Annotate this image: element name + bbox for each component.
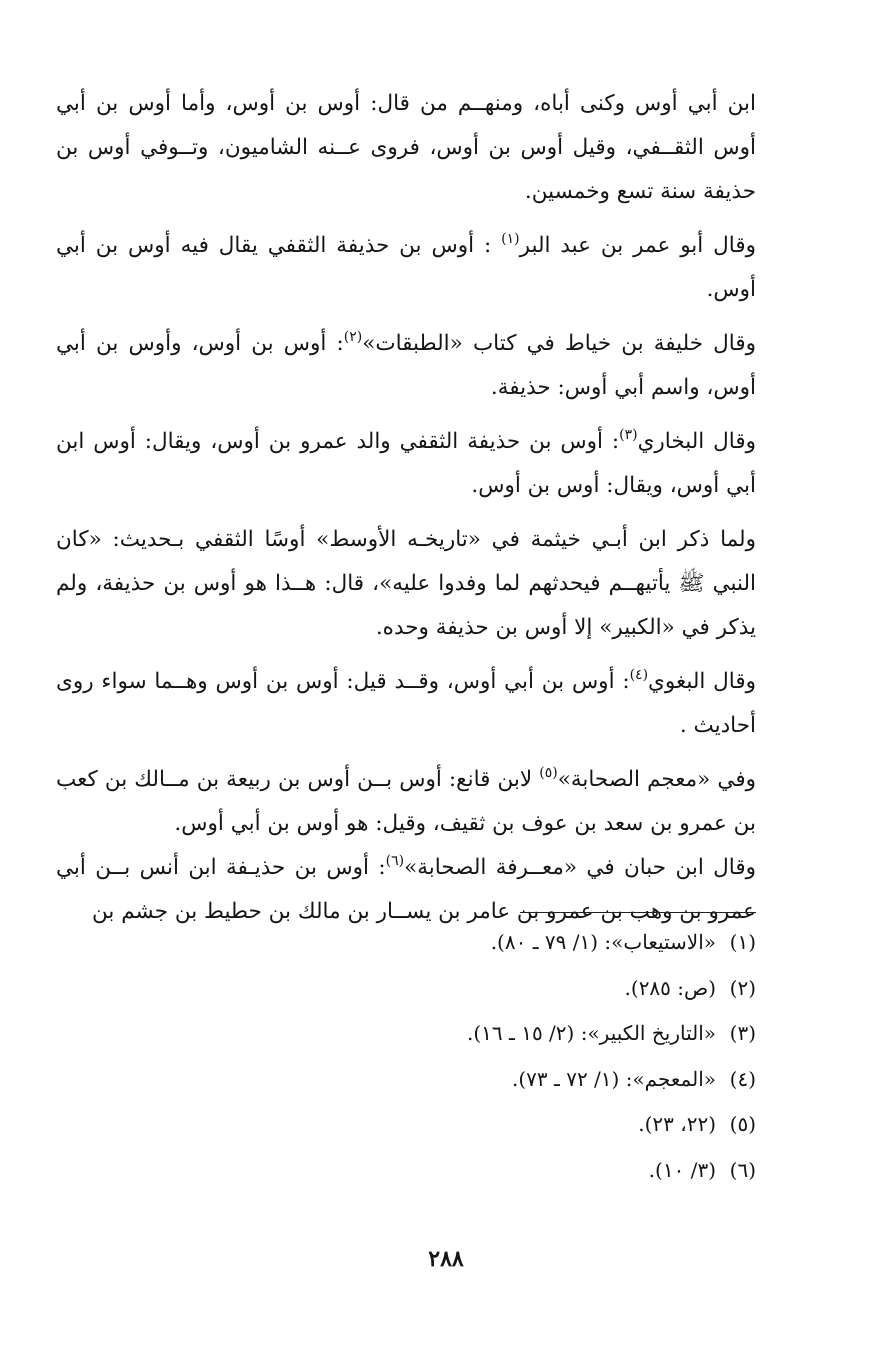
footnote-5	[136, 1102, 756, 1148]
paragraph-3: وقال خليفة بن خياط في كتاب «الطبقات»$^{(٢)}$: أوس بن أوس، وأوس بن أبي أوس، واسم أبي أوس: حذيفة.	[56, 329, 756, 400]
footnote-text: «التاريخ الكبير»: (٢/ ١٥ ـ ١٦).	[466, 1021, 716, 1046]
footnote-ref-5: (٥)	[539, 765, 558, 781]
paragraph-4: وقال البخاري$^{(٣)}$: أوس بن حذيفة الثقفي والد عمرو بن أوس، ويقال: أوس ابن أبي أوس، ويقال: أوس بن أوس.	[56, 427, 756, 498]
footnote-2	[136, 966, 756, 1012]
footnote-number: (١)	[729, 930, 756, 954]
main-text	[56, 82, 756, 934]
footnote-number: (٥)	[729, 1112, 756, 1137]
footnote-number: (٣)	[729, 1021, 756, 1046]
paragraph-1: ابن أبي أوس وكنى أباه، ومنهــم من قال: أوس بن أوس، وأما أوس بن أبي أوس الثقــفي، وقيل أوس بن أوس، فروى عــنه الشاميون، وتــوفي أوس بن حذيفة سنة تسع وخمسين.	[56, 91, 756, 204]
footnote-number: (٢)	[729, 975, 756, 1000]
paragraph-6: وقال البغوي$^{(٤)}$: أوس بن أبي أوس، وقــد قيل: أوس بن أوس وهــما سواء روى أحاديث .	[56, 667, 756, 738]
footnote-6	[136, 1148, 756, 1194]
paragraph-8: وقال ابن حبان في «معــرفة الصحابة»$^{(٦)}$: أوس بن حذيـفة ابن أنس بــن أبي عمرو بن وهب بن عمرو بن عامر بن يســار بن مالك بن حطيط بن جشم بن	[56, 853, 756, 924]
footnote-ref-3: (٣)	[619, 427, 638, 443]
footnote-number: (٤)	[729, 1066, 756, 1091]
footnote-ref-1: (١)	[501, 231, 520, 247]
footnote-text: «الاستيعاب»: (١/ ٧٩ ـ ٨٠).	[490, 930, 716, 954]
footnote-text: «المعجم»: (١/ ٧٢ ـ ٧٣).	[511, 1066, 716, 1091]
footnotes	[136, 920, 756, 1194]
footnote-1	[136, 920, 756, 966]
footnote-divider	[520, 912, 756, 913]
footnote-text: (٣/ ١٠).	[648, 1157, 716, 1182]
paragraph-7: وفي «معجم الصحابة»$^{(٥)}$ لابن قانع: أوس بــن أوس بن ربيعة بن مــالك بن كعب بن عمرو بن سعد بن عوف بن ثقيف، وقيل: هو أوس بن أبي أوس.	[56, 765, 756, 836]
footnote-4	[136, 1057, 756, 1103]
footnote-number: (٦)	[729, 1157, 756, 1182]
footnote-text: (ص: ٢٨٥).	[624, 975, 716, 1000]
footnote-3	[136, 1011, 756, 1057]
footnote-text: (٢٢، ٢٣).	[638, 1112, 716, 1137]
page-number: ٢٨٨	[428, 1246, 464, 1272]
footnote-ref-4: (٤)	[629, 667, 649, 683]
footnote-ref-2: (٢)	[343, 329, 363, 345]
paragraph-2: وقال أبو عمر بن عبد البر$^{(١)}$ : أوس بن حذيفة الثقفي يقال فيه أوس بن أبي أوس.	[56, 231, 756, 302]
footnote-ref-6: (٦)	[385, 853, 405, 869]
paragraph-5: ولما ذكر ابن أبـي خيثمة في «تاريخـه الأوسط» أوسًا الثقفي بـحديث: «كان النبي ﷺ يأتيهــم فيحدثهم لما وفدوا عليه»، قال: هــذا هو أوس بن حذيفة، ولم يذكر في «الكبير» إلا أوس بن حذيفة وحده.	[56, 527, 756, 640]
